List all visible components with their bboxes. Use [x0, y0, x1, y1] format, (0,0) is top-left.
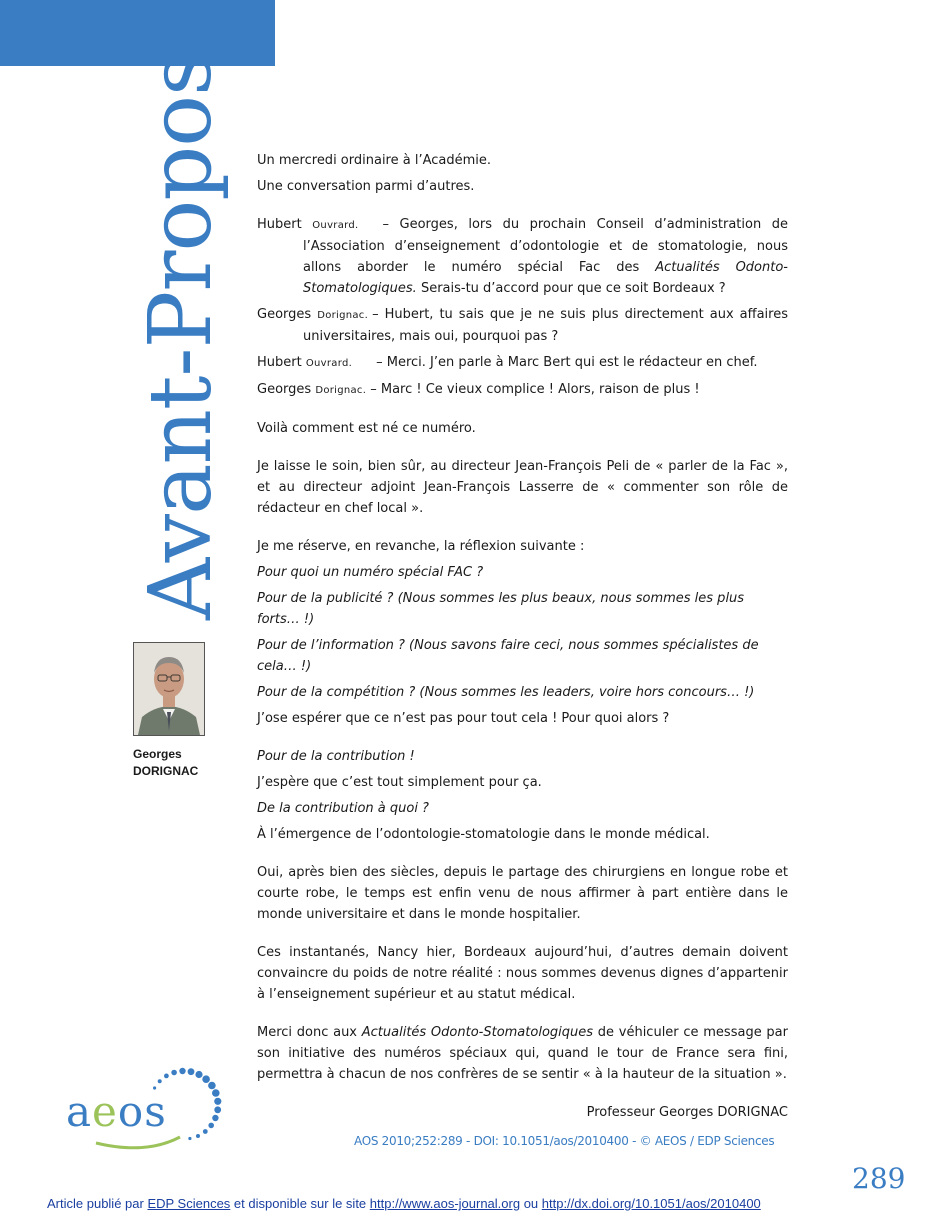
intro-line-2: Une conversation parmi d’autres. — [257, 179, 475, 194]
publisher-footer — [47, 1195, 761, 1212]
journal-title: Actualités Odonto-Stomatologiques — [361, 1025, 594, 1040]
doi-link[interactable]: http://dx.doi.org/10.1051/aos/2010400 — [541, 1196, 761, 1211]
logo-dot — [208, 1082, 216, 1090]
paragraph: À l’émergence de l’odontologie-stomatologie dans le monde médical. — [257, 827, 710, 842]
dialogue-text: – Marc ! Ce vieux complice ! Alors, raison de plus ! — [370, 382, 700, 397]
journal-title: Actualités Odonto-Stomatologiques. — [303, 260, 788, 296]
question-line: Pour de la publicité ? (Nous sommes les plus beaux, nous sommes les plus forts… !) — [257, 591, 745, 627]
author-caption — [133, 746, 198, 780]
portrait-image — [134, 643, 204, 735]
paragraph: Je laisse le soin, bien sûr, au directeur Jean-François Peli de « parler de la Fac », et au directeur adjoint Jean-François Lasserre de « commenter son rôle de rédacteur en chef local ». — [257, 459, 788, 516]
speaker-first-name: Georges — [257, 382, 312, 397]
paragraph: Ces instantanés, Nancy hier, Bordeaux aujourd’hui, d’autres demain doivent convaincre du poids de notre réalité : nous sommes devenus dignes d’appartenir à l’enseignement supérieur et au statut médical. — [257, 945, 788, 1002]
edp-sciences-link[interactable]: EDP Sciences — [147, 1196, 231, 1211]
dialogue-text: – Merci. J’en parle à Marc Bert qui est le rédacteur en chef. — [376, 355, 758, 370]
logo-dot — [214, 1098, 221, 1105]
footer-text: ou — [520, 1196, 542, 1211]
logo-letter-a: a — [66, 1087, 93, 1136]
paragraph — [257, 1022, 788, 1085]
author-first-name: Georges — [133, 747, 182, 761]
logo-dot — [208, 1123, 214, 1129]
logo-dot — [212, 1115, 218, 1121]
speaker-last-name: Dorignac. — [317, 310, 369, 321]
logo-dot — [171, 1070, 177, 1076]
doi-citation: AOS 2010;252:289 - DOI: 10.1051/aos/2010400 - © AEOS / EDP Sciences — [354, 1134, 775, 1148]
logo-dot — [203, 1129, 208, 1134]
paragraph: J’ose espérer que ce n’est pas pour tout cela ! Pour quoi alors ? — [257, 711, 670, 726]
dialogue-line — [257, 352, 788, 374]
paragraph: Je me réserve, en revanche, la réflexion suivante : — [257, 539, 585, 554]
signature: Professeur Georges DORIGNAC — [586, 1105, 788, 1120]
intro-line-1: Un mercredi ordinaire à l’Académie. — [257, 153, 492, 168]
logo-letter-e: e — [92, 1087, 118, 1136]
article-body — [257, 150, 788, 1123]
logo-letters-os: os — [117, 1087, 167, 1136]
logo-dot — [212, 1089, 220, 1097]
logo-dot — [179, 1068, 185, 1074]
section-title: Avant-Propos — [131, 52, 231, 620]
speaker-first-name: Georges — [257, 307, 312, 322]
logo-dot — [188, 1137, 191, 1140]
logo-dot — [214, 1106, 221, 1113]
logo-dot — [195, 1071, 202, 1078]
speaker-last-name: Dorignac. — [315, 385, 367, 396]
paragraph-text-end: de véhiculer ce message par son initiative des numéros spéciaux qui, quand le tour de France sera fini, permettra à chacun de nos confrères de se sentir « à la hauteur de la situation ». — [257, 1025, 788, 1082]
dialogue-text-end: Serais-tu d’accord pour que ce soit Bordeaux ? — [416, 281, 726, 296]
author-last-name: DORIGNAC — [133, 764, 199, 778]
question-line: Pour de la contribution ! — [257, 749, 415, 764]
paragraph: Voilà comment est né ce numéro. — [257, 421, 476, 436]
footer-text: Article publié par — [47, 1196, 148, 1211]
logo-dot — [196, 1134, 200, 1138]
journal-site-link[interactable]: http://www.aos-journal.org — [369, 1196, 521, 1211]
author-photo — [133, 642, 205, 736]
question-line: Pour de l’information ? (Nous savons faire ceci, nous sommes spécialistes de cela… !) — [257, 638, 759, 674]
logo-dot — [188, 1068, 195, 1075]
logo-dot — [202, 1075, 210, 1083]
question-line: Pour quoi un numéro spécial FAC ? — [257, 565, 484, 580]
speaker-last-name: Ouvrard. — [312, 220, 359, 231]
dialogue-line — [257, 379, 788, 401]
speaker-first-name: Hubert — [257, 217, 302, 232]
page-number: 289 — [852, 1162, 906, 1195]
dialogue-line — [257, 304, 788, 347]
dialogue-text: – Hubert, tu sais que je ne suis plus directement aux affaires universitaires, mais oui, pourquoi pas ? — [303, 307, 788, 344]
speaker-first-name: Hubert — [257, 355, 302, 370]
logo-wordmark — [66, 1087, 167, 1137]
question-line: Pour de la compétition ? (Nous sommes les leaders, voire hors concours… !) — [257, 685, 755, 700]
dialogue-line — [257, 214, 788, 299]
logo-dot — [164, 1074, 169, 1079]
paragraph: J’espère que c’est tout simplement pour ça. — [257, 775, 542, 790]
speaker-last-name: Ouvrard. — [305, 358, 353, 369]
footer-text: et disponible sur le site — [230, 1196, 370, 1211]
logo-dot — [158, 1079, 162, 1083]
paragraph-text: Merci donc aux — [257, 1025, 362, 1040]
paragraph: Oui, après bien des siècles, depuis le partage des chirurgiens en longue robe et courte robe, le temps est enfin venu de nous affirmer à part entière dans le monde universitaire et dans le monde hospitalier. — [257, 865, 788, 922]
aeos-logo — [66, 1065, 226, 1155]
dialogue-text: – Georges, lors du prochain Conseil d’administration de l’Association d’enseignement d’odontologie et de stomatologie, nous allons aborder le numéro spécial Fac des — [303, 217, 788, 275]
question-line: De la contribution à quoi ? — [257, 801, 429, 816]
